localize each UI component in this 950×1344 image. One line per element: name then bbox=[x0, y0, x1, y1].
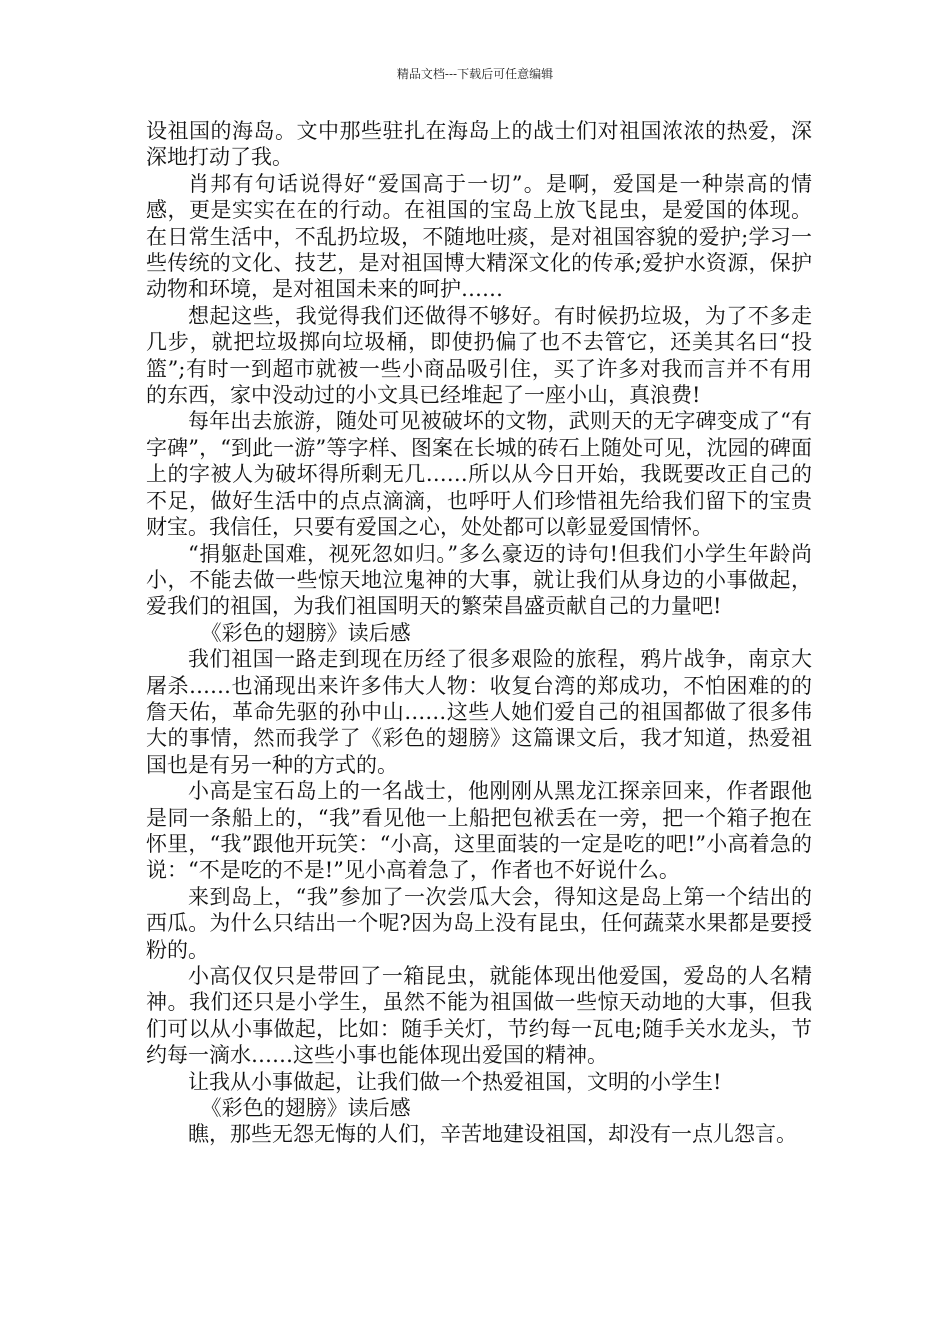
paragraph: 瞧，那些无怨无悔的人们，辛苦地建设祖国，却没有一点儿怨言。 bbox=[188, 1122, 797, 1147]
document-body bbox=[146, 118, 812, 1148]
paragraph: 设祖国的海岛。文中那些驻扎在海岛上的战士们对祖国浓浓的热爱，深深地打动了我。 bbox=[146, 119, 812, 170]
page-header: 精品文档---下载后可任意编辑 bbox=[396, 67, 554, 81]
paragraph: 想起这些，我觉得我们还做得不够好。有时候扔垃圾，为了不多走几步，就把垃圾掷向垃圾桶，即使扔偏了也不去管它，还美其名曰“投篮”;有时一到超市就被一些小商品吸引住，买了许多对我而言并不有用的东西，家中没动过的小文具已经堆起了一座小山，真浪费! bbox=[146, 303, 812, 408]
section-title: 《彩色的翅膀》读后感 bbox=[200, 620, 411, 645]
paragraph: 我们祖国一路走到现在历经了很多艰险的旅程，鸦片战争，南京大屠杀……也涌现出来许多伟大人物：收复台湾的郑成功，不怕困难的的詹天佑，革命先驱的孙中山……这些人她们爱自己的祖国都做了很多伟大的事情，然而我学了《彩色的翅膀》这篇课文后，我才知道，热爱祖国也是有另一种的方式的。 bbox=[146, 647, 812, 777]
paragraph: 肖邦有句话说得好“爱国高于一切”。是啊，爱国是一种崇高的情感，更是实实在在的行动。在祖国的宝岛上放飞昆虫，是爱国的体现。在日常生活中，不乱扔垃圾，不随地吐痰，是对祖国容貌的爱护;学习一些传统的文化、技艺，是对祖国博大精深文化的传承;爱护水资源，保护动物和环境，是对祖国未来的呵护…… bbox=[146, 171, 812, 302]
paragraph: 让我从小事做起，让我们做一个热爱祖国，文明的小学生! bbox=[188, 1069, 722, 1094]
section-title: 《彩色的翅膀》读后感 bbox=[200, 1096, 411, 1121]
paragraph: 小高仅仅只是带回了一箱昆虫，就能体现出他爱国，爱岛的人名精神。我们还只是小学生，虽然不能为祖国做一些惊天动地的大事，但我们可以从小事做起，比如：随手关灯，节约每一瓦电;随手关水龙头，节约每一滴水……这些小事也能体现出爱国的精神。 bbox=[146, 964, 812, 1068]
paragraph: 来到岛上，“我”参加了一次尝瓜大会，得知这是岛上第一个结出的西瓜。为什么只结出一个呢?因为岛上没有昆虫，任何蔬菜水果都是要授粉的。 bbox=[146, 884, 812, 962]
paragraph: 小高是宝石岛上的一名战士，他刚刚从黑龙江探亲回来，作者跟他是同一条船上的，“我”看见他一上船把包袱丢在一旁，把一个箱子抱在怀里，“我”跟他开玩笑：“小高，这里面装的一定是吃的吧!”小高着急的说：“不是吃的不是!”见小高着急了，作者也不好说什么。 bbox=[146, 779, 812, 883]
paragraph: 每年出去旅游，随处可见被破坏的文物，武则天的无字碑变成了“有字碑”，“到此一游”等字样、图案在长城的砖石上随处可见，沈园的碑面上的字被人为破坏得所剩无几……所以从今日开始，我既要改正自己的不足，做好生活中的点点滴滴，也呼吁人们珍惜祖先给我们留下的宝贵财宝。我信任，只要有爱国之心，处处都可以彰显爱国情怀。 bbox=[146, 409, 812, 540]
paragraph: “捐躯赴国难，视死忽如归。”多么豪迈的诗句!但我们小学生年龄尚小，不能去做一些惊天地泣鬼神的大事，就让我们从身边的小事做起，爱我们的祖国，为我们祖国明天的繁荣昌盛贡献自己的力量吧! bbox=[146, 541, 812, 619]
